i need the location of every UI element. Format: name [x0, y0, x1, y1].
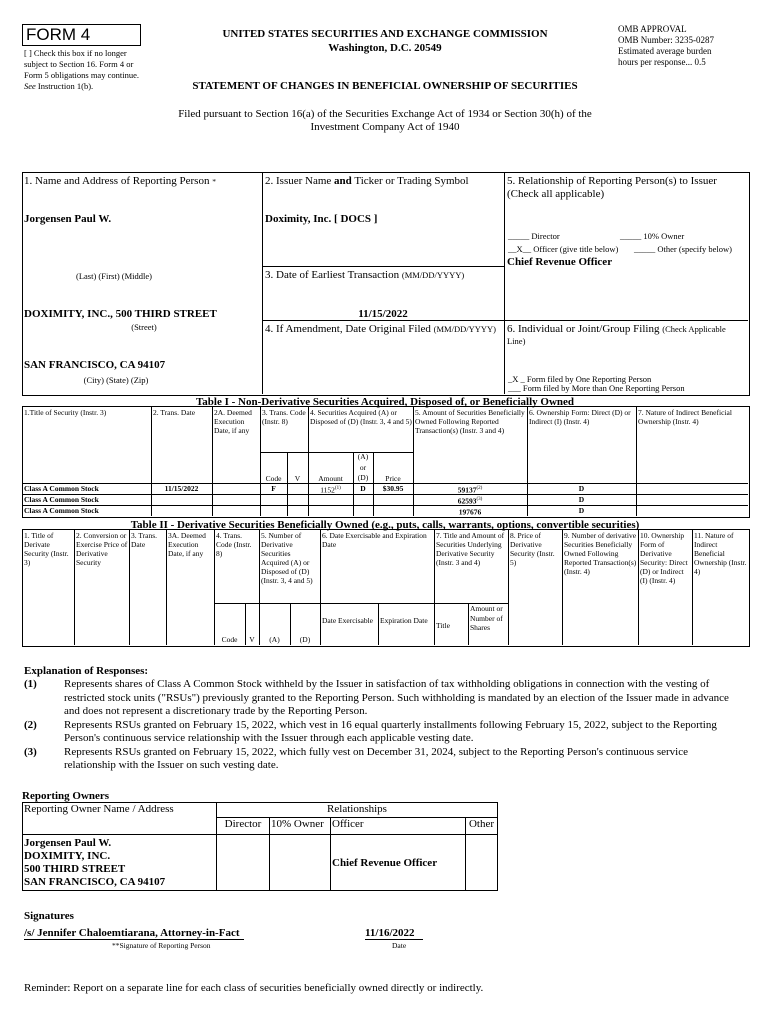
omb-line1: OMB APPROVAL	[618, 24, 687, 34]
filed-pursuant-line2: Investment Company Act of 1940	[310, 121, 460, 133]
t2-h-underlying: 7. Title and Amount of Securities Underlying Derivative Security (Instr. 3 and 4)	[436, 531, 505, 567]
single-filer-option[interactable]: _X _ Form filed by One Reporting Person	[508, 374, 652, 384]
t2-h-code: 4. Trans. Code (Instr. 8)	[216, 531, 252, 558]
earliest-transaction-date: 11/15/2022	[358, 308, 408, 320]
owners-heading: Reporting Owners	[22, 790, 110, 802]
t1-row1-aord	[353, 484, 373, 494]
explanation-list	[24, 678, 740, 773]
t1-row2-title-value: Class A Common Stock	[24, 495, 99, 504]
signature-name: /s/ Jennifer Chaloemtiarana, Attorney-in-Fact	[24, 927, 244, 940]
t1-sub-amount: Amount	[318, 474, 343, 483]
box3-label: 3. Date of Earliest Transaction (MM/DD/YYYY)	[265, 269, 465, 281]
t1-row2-owned-footnote: (3)	[476, 497, 483, 502]
explanation-text: Represents RSUs granted on February 15, 2022, which vest in 16 equal quarterly installments following February 15, 2022, subject to the Reporting Person's continuous service relationship with the Issuer through each applicable vesting date.	[64, 718, 717, 744]
t1-row1-date-value: 11/15/2022	[164, 484, 199, 493]
t1-row1-code-value: F	[271, 484, 276, 493]
name-caption: (Last) (First) (Middle)	[75, 271, 152, 281]
t1-row1-aord-value: D	[360, 484, 366, 493]
t2-h-deemed: 3A. Deemed Execution Date, if any	[168, 531, 206, 558]
director-checkbox[interactable]: _____ Director	[508, 231, 560, 241]
explanation-number: (3)	[24, 745, 37, 758]
filed-pursuant	[100, 108, 670, 134]
owner-other-cell	[466, 835, 498, 891]
box2-label: 2. Issuer Name and Ticker or Trading Symbol	[265, 175, 469, 187]
owner-officer-cell: Chief Revenue Officer	[331, 835, 466, 891]
t1-row3-title-value: Class A Common Stock	[24, 506, 99, 515]
t1-row1-amount-value: 1152	[320, 485, 335, 495]
t1-row1-title	[24, 484, 150, 494]
explanation-number: (1)	[24, 678, 37, 690]
t1-h-date: 2. Trans. Date	[153, 408, 196, 417]
t2-sub-d: (D)	[299, 635, 311, 644]
city-caption: (City) (State) (Zip)	[83, 375, 149, 385]
t1-h-title: 1.Title of Security (Instr. 3)	[24, 408, 107, 417]
issuer-name: Doximity, Inc. [ DOCS ]	[265, 213, 378, 225]
t1-row2-title	[24, 495, 150, 505]
box4-label: 4. If Amendment, Date Original Filed (MM/DD/YYYY)	[265, 323, 496, 335]
t2-sub-date-exercisable: Date Exercisable	[322, 616, 374, 625]
explanation-text: Represents shares of Class A Common Stock withheld by the Issuer in satisfaction of tax withholding obligations in connection with the vesting of restricted stock units ("RSUs") previously granted to the Reporting Person. Such withholding is mandated by an election of the Issuer made in advance and does not represent a discretionary trade by the Reporting Person.	[64, 678, 729, 717]
t1-row2-form-value: D	[578, 495, 585, 504]
owners-col-director: Director	[217, 818, 270, 835]
t1-row1-owned	[413, 484, 527, 496]
agency-line1: UNITED STATES SECURITIES AND EXCHANGE COMMISSION	[222, 28, 548, 40]
table1-title: Table I - Non-Derivative Securities Acquired, Disposed of, or Beneficially Owned	[195, 396, 575, 408]
box5-label-line1: 5. Relationship of Reporting Person(s) to Issuer	[507, 175, 717, 187]
t1-row2-owned-value: 62593	[457, 496, 477, 506]
owner-address-line3: 500 THIRD STREET	[24, 862, 126, 875]
date-caption: Date	[392, 941, 407, 950]
t1-h-nature: 7. Nature of Indirect Beneficial Ownership (Instr. 4)	[638, 408, 732, 426]
t1-row1-price-value: $30.95	[382, 484, 404, 493]
form-title: FORM 4	[22, 24, 141, 46]
reminder-text: Reminder: Report on a separate line for each class of securities beneficially owned directly or indirectly.	[24, 982, 484, 994]
officer-checkbox[interactable]: __X__ Officer (give title below)	[508, 244, 619, 254]
other-checkbox[interactable]: _____ Other (specify below)	[634, 244, 732, 254]
owner-address-line2: DOXIMITY, INC.	[24, 849, 111, 862]
t1-row3-form-value: D	[578, 506, 585, 515]
t2-h-date: 3. Trans. Date	[131, 531, 158, 549]
t1-row3-form	[527, 506, 636, 516]
t2-sub-code: Code	[221, 635, 238, 644]
box5-label-line2: (Check all applicable)	[507, 188, 605, 200]
reporting-owners-table	[22, 802, 498, 891]
signatures-heading: Signatures	[24, 910, 74, 922]
t1-sub-v: V	[294, 474, 301, 483]
explanation-item	[24, 746, 740, 773]
t1-row2-owned	[413, 495, 527, 507]
omb-line4: hours per response... 0.5	[618, 57, 706, 67]
t1-row1-code	[260, 484, 287, 494]
t2-sub-amount: Amount or Number of Shares	[470, 604, 503, 632]
t2-h-number: 5. Number of Derivative Securities Acquired (A) or Disposed of (D) (Instr. 3, 4 and 5)	[261, 531, 313, 585]
owners-col-name: Reporting Owner Name / Address	[23, 803, 217, 835]
t2-h-exercisable: 6. Date Exercisable and Expiration Date	[322, 531, 427, 549]
t1-sub-code: Code	[265, 474, 282, 483]
t1-row3-owned	[413, 506, 527, 518]
omb-line3: Estimated average burden	[618, 46, 712, 56]
t1-row1-form-value: D	[578, 484, 585, 493]
signature-date: 11/16/2022	[365, 927, 423, 940]
t2-h-nature: 11. Nature of Indirect Beneficial Ownership (Instr. 4)	[694, 531, 747, 576]
explanation-item	[24, 719, 740, 746]
t1-h-ownership-form: 6. Ownership Form: Direct (D) or Indirect (I) (Instr. 4)	[529, 408, 631, 426]
group-filer-option[interactable]: ___ Form filed by More than One Reporting Person	[508, 383, 685, 393]
statement-title: STATEMENT OF CHANGES IN BENEFICIAL OWNERSHIP OF SECURITIES	[192, 80, 578, 92]
t2-sub-v: V	[249, 635, 255, 644]
owner-director-cell	[217, 835, 270, 891]
t1-h-acquired: 4. Securities Acquired (A) or Disposed of (D) (Instr. 3, 4 and 5)	[310, 408, 412, 426]
t1-row1-amount-footnote: (1)	[334, 486, 341, 491]
reporting-person-city: SAN FRANCISCO, CA 94107	[24, 359, 166, 371]
filed-pursuant-line1: Filed pursuant to Section 16(a) of the Securities Exchange Act of 1934 or Section 30(h) of the	[178, 108, 592, 120]
box6-label: 6. Individual or Joint/Group Filing (Check Applicable Line)	[507, 323, 726, 346]
t2-h-conversion: 2. Conversion or Exercise Price of Derivative Security	[76, 531, 128, 567]
omb-line2: OMB Number: 3235-0287	[618, 35, 714, 45]
t1-h-amount-owned: 5. Amount of Securities Beneficially Owned Following Reported Transaction(s) (Instr. 3 and 4)	[415, 408, 525, 435]
t1-row3-title	[24, 506, 150, 516]
box5-label	[507, 175, 717, 201]
agency-line2: Washington, D.C. 20549	[328, 42, 442, 54]
owner-address-line1: Jorgensen Paul W.	[24, 836, 112, 849]
reporting-person-street: DOXIMITY, INC., 500 THIRD STREET	[24, 308, 217, 320]
t1-row1-form	[527, 484, 636, 494]
owners-col-officer: Officer	[331, 818, 466, 835]
checkbox-notice-text: [ ] Check this box if no longer subject to Section 16. Form 4 or Form 5 obligations may continue.	[24, 48, 139, 80]
street-caption: (Street)	[131, 322, 157, 332]
signature-caption: **Signature of Reporting Person	[112, 941, 211, 950]
t1-row3-owned-value: 197676	[458, 507, 482, 517]
t1-row1-title-value: Class A Common Stock	[24, 484, 99, 493]
t1-sub-price: Price	[385, 474, 401, 483]
t2-h-ownership-form: 10. Ownership Form of Derivative Security: Direct (D) or Indirect (I) (Instr. 4)	[640, 531, 688, 585]
table2-title: Table II - Derivative Securities Beneficially Owned (e.g., puts, calls, warrants, options, convertible securities)	[130, 519, 640, 531]
omb-approval	[618, 24, 758, 68]
checkbox-notice	[24, 48, 149, 92]
explanation-number: (2)	[24, 718, 37, 731]
explanation-item	[24, 678, 740, 719]
ten-pct-owner-checkbox[interactable]: _____ 10% Owner	[620, 231, 685, 241]
t1-row1-owned-footnote: (2)	[476, 486, 483, 491]
t1-h-code: 3. Trans. Code (Instr. 8)	[262, 408, 306, 426]
t1-row1-date	[151, 484, 212, 494]
t2-h-owned: 9. Number of derivative Securities Beneficially Owned Following Reported Transaction(s) (Instr. 4)	[564, 531, 637, 576]
reporting-person-name: Jorgensen Paul W.	[24, 213, 112, 225]
t2-sub-expiration: Expiration Date	[380, 616, 428, 625]
owner-address	[23, 835, 217, 891]
officer-title: Chief Revenue Officer	[507, 256, 613, 268]
t1-row2-form	[527, 495, 636, 505]
t1-h-deemed: 2A. Deemed Execution Date, if any	[214, 408, 252, 435]
explanation-text: Represents RSUs granted on February 15, 2022, which fully vest on December 31, 2024, subject to the Reporting Person's continuous service relationship with the Issuer on such vesting date.	[64, 745, 688, 771]
t2-sub-a: (A)	[269, 635, 280, 644]
t2-sub-title: Title	[436, 621, 450, 630]
owner-address-line4: SAN FRANCISCO, CA 94107	[24, 875, 166, 888]
explanation-heading: Explanation of Responses:	[24, 665, 149, 677]
t1-sub-aord: (A) or (D)	[357, 452, 369, 482]
t1-row1-owned-value: 59137	[457, 485, 477, 495]
checkbox-notice-see: See	[24, 81, 36, 91]
owners-col-other: Other	[466, 818, 498, 835]
owners-col-ten-pct: 10% Owner	[270, 818, 331, 835]
t2-h-price: 8. Price of Derivative Security (Instr. 5)	[510, 531, 555, 567]
t2-h-title: 1. Title of Derivate Security (Instr. 3)	[24, 531, 69, 567]
t1-row1-price	[373, 484, 413, 494]
owners-col-relationships: Relationships	[217, 803, 498, 818]
t1-row1-amount	[308, 484, 353, 496]
box1-label: 1. Name and Address of Reporting Person *	[24, 175, 216, 187]
checkbox-notice-instr: Instruction 1(b).	[37, 81, 94, 91]
owner-ten-pct-cell	[270, 835, 331, 891]
